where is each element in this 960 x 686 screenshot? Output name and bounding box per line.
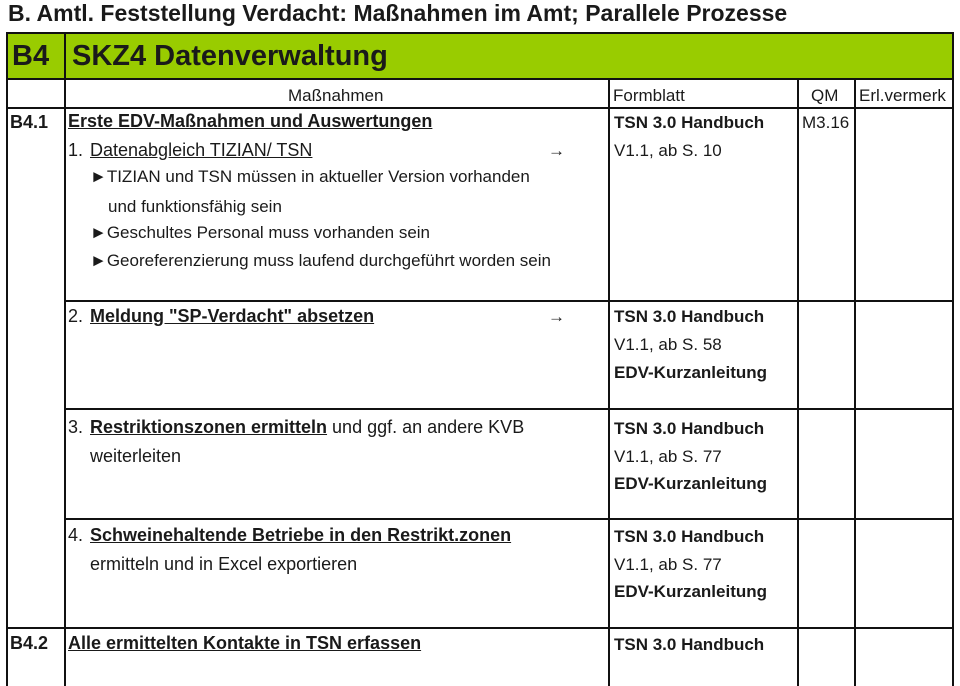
formblatt-text: TSN 3.0 Handbuch	[614, 635, 765, 654]
arrow-icon: →	[548, 307, 565, 326]
bullet-item: ►Georeferenzierung muss laufend durchgeführt worden sein	[90, 251, 551, 270]
item-rest-line: ermitteln und in Excel exportieren	[90, 554, 358, 574]
col-divider-code	[64, 80, 66, 686]
item-title: Schweinehaltende Betriebe in den Restrikt.zonen	[90, 525, 512, 545]
formblatt-text: TSN 3.0 Handbuch	[614, 307, 765, 326]
col-header-qm: QM	[811, 86, 839, 105]
col-divider-formblatt	[608, 80, 610, 686]
col-header-formblatt: Formblatt	[613, 86, 685, 105]
formblatt-text: TSN 3.0 Handbuch	[614, 527, 765, 546]
row-line-2	[64, 408, 954, 410]
formblatt-text: V1.1, ab S. 77	[614, 447, 722, 466]
bullet-item: ►Geschultes Personal muss vorhanden sein	[90, 223, 430, 242]
formblatt-text: EDV-Kurzanleitung	[614, 582, 768, 601]
band-divider	[64, 32, 66, 80]
col-header-erl: Erl.vermerk	[859, 86, 946, 105]
item-number: 2.	[68, 306, 84, 326]
bullet-item: und funktionsfähig sein	[108, 197, 282, 216]
row-heading: Erste EDV-Maßnahmen und Auswertungen	[68, 111, 433, 131]
formblatt-text: V1.1, ab S. 58	[614, 335, 722, 354]
formblatt-text: EDV-Kurzanleitung	[614, 363, 768, 382]
qm-text: M3.16	[802, 113, 850, 132]
col-divider-qm	[797, 80, 799, 686]
table-border-right	[952, 80, 954, 686]
row-line-3	[64, 518, 954, 520]
table-border-left	[6, 80, 8, 686]
section-code: B4	[12, 40, 50, 72]
item-rest-line: weiterleiten	[90, 446, 182, 466]
formblatt-text: TSN 3.0 Handbuch	[614, 419, 765, 438]
formblatt-text: V1.1, ab S. 77	[614, 555, 722, 574]
item-rest: und ggf. an andere KVB	[327, 417, 525, 437]
row-code: B4.2	[10, 633, 49, 653]
header-bottom-line	[6, 107, 954, 109]
col-header-massnahmen: Maßnahmen	[288, 86, 384, 105]
row-line-1	[64, 300, 954, 302]
bullet-item: ►TIZIAN und TSN müssen in aktueller Version vorhanden	[90, 167, 530, 186]
item-text	[90, 417, 524, 438]
item-number: 3.	[68, 417, 84, 437]
formblatt-text: V1.1, ab S. 10	[614, 141, 722, 160]
item-number: 4.	[68, 525, 84, 545]
row-line-4	[6, 627, 954, 629]
section-title: SKZ4 Datenverwaltung	[72, 40, 388, 72]
col-divider-erl	[854, 80, 856, 686]
page-title: B. Amtl. Feststellung Verdacht: Maßnahmen im Amt; Parallele Prozesse	[8, 0, 788, 26]
item-title: Datenabgleich TIZIAN/ TSN	[90, 140, 313, 160]
formblatt-text: EDV-Kurzanleitung	[614, 474, 768, 493]
item-title: Restriktionszonen ermitteln	[90, 417, 328, 437]
item-title: Meldung "SP-Verdacht" absetzen	[90, 306, 375, 326]
arrow-icon: →	[548, 141, 565, 160]
row-code: B4.1	[10, 112, 49, 132]
row-heading: Alle ermittelten Kontakte in TSN erfassen	[68, 633, 422, 653]
item-number: 1.	[68, 140, 84, 160]
formblatt-text: TSN 3.0 Handbuch	[614, 113, 765, 132]
